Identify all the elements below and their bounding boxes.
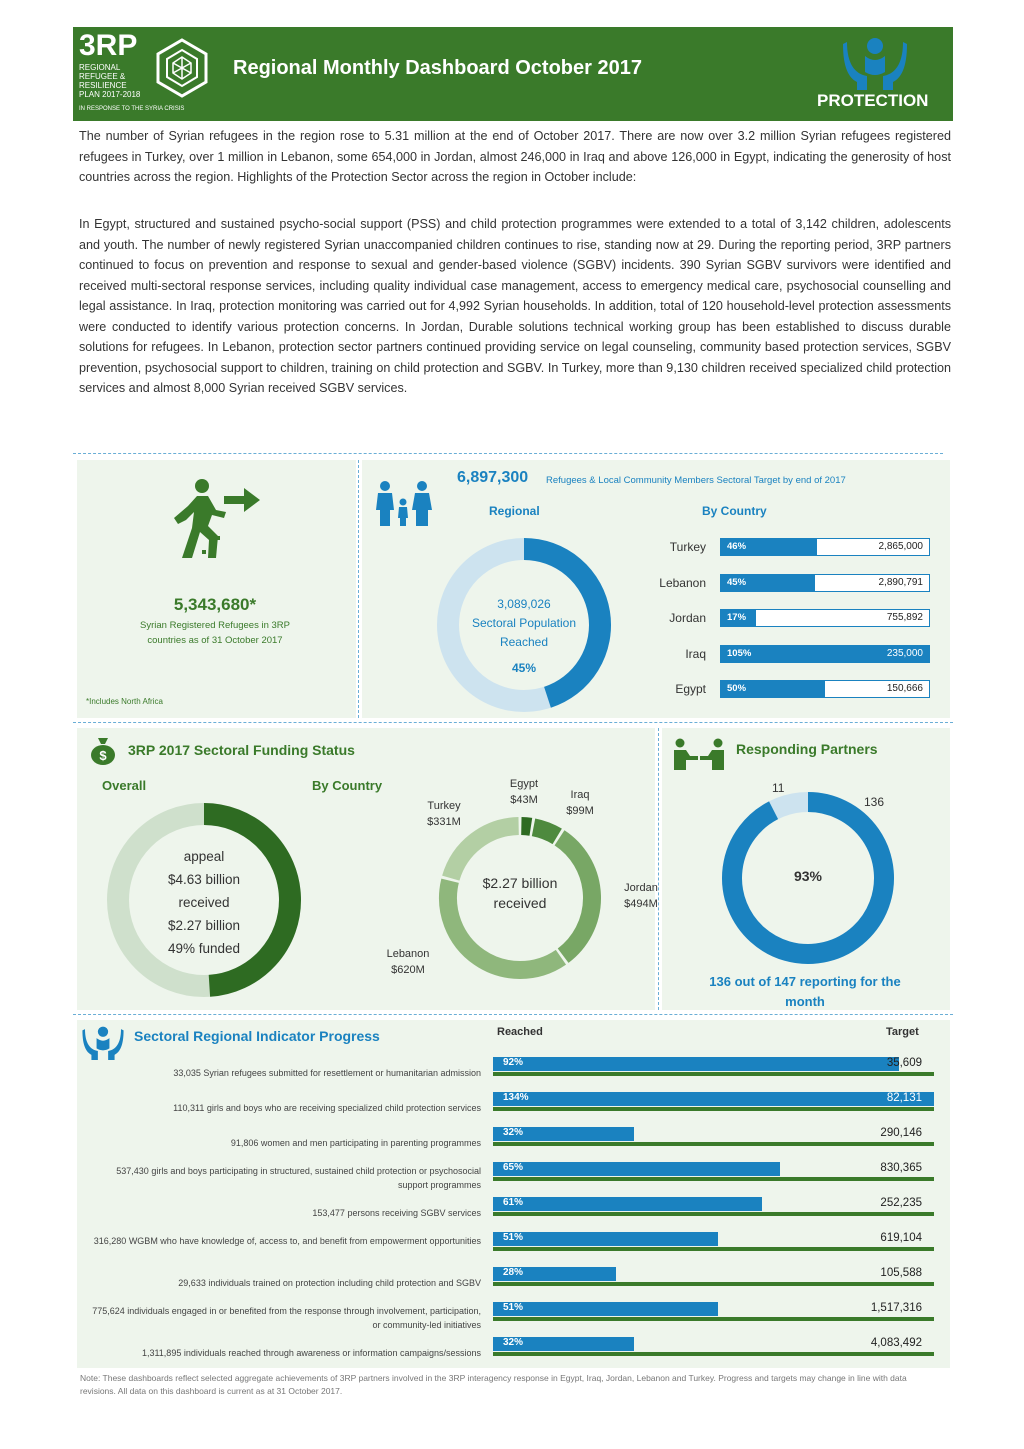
handshake-icon (672, 738, 726, 770)
indicator-target-line (493, 1177, 934, 1181)
indicator-target: 252,235 (880, 1197, 922, 1209)
reach-donut-center (454, 595, 594, 678)
target-header: Target (886, 1026, 919, 1038)
partners-caption: 136 out of 147 reporting for the month (709, 974, 901, 1009)
reached-header: Reached (497, 1026, 543, 1038)
country-name: Egypt (675, 682, 706, 696)
indicator-percent: 28% (503, 1267, 524, 1278)
country-target-bar (720, 574, 930, 592)
indicator-target-line (493, 1317, 934, 1321)
indicator-target-line (493, 1107, 934, 1111)
country-reached-percent: 105% (727, 647, 752, 659)
label-iraq-value: $99M (566, 805, 594, 817)
protection-indicator-icon (82, 1024, 124, 1060)
target-value: 6,897,300 (457, 469, 529, 486)
country-target-bar (720, 609, 930, 627)
divider-line (73, 722, 953, 723)
regional-label: Regional (489, 504, 540, 518)
indicator-target: 830,365 (880, 1162, 922, 1174)
logo-subtitle: REGIONAL REFUGEE & RESILIENCE PLAN 2017-2018 (79, 63, 141, 99)
indicator-reached-fill (493, 1092, 934, 1106)
country-target-value: 2,890,791 (878, 576, 923, 588)
indicator-percent: 51% (503, 1232, 524, 1243)
indicator-target: 619,104 (880, 1232, 922, 1244)
indicator-target-line (493, 1142, 934, 1146)
country-reached-percent: 46% (727, 541, 747, 552)
indicator-bar (493, 1162, 934, 1181)
divider-line (658, 728, 659, 1010)
received-label: received (178, 895, 230, 910)
indicator-label: 29,633 individuals trained on protection including child protection and SGBV (178, 1278, 481, 1288)
indicator-bar (493, 1267, 934, 1286)
3rp-emblem-icon (151, 37, 213, 99)
indicator-label: 537,430 girls and boys participating in structured, sustained child protection or psychosocial support programmes (116, 1166, 481, 1190)
overall-funding-center (134, 845, 274, 960)
money-bag-icon (89, 736, 117, 766)
indicator-target-line (493, 1247, 934, 1251)
label-lebanon-value: $620M (391, 964, 425, 976)
label-turkey-funding (416, 798, 472, 830)
label-egypt-funding (496, 776, 552, 808)
walking-refugee-icon (164, 478, 262, 562)
indicator-label: 110,311 girls and boys who are receiving specialized child protection services (173, 1103, 481, 1113)
logo-tagline: IN RESPONSE TO THE SYRIA CRISIS (79, 106, 185, 112)
indicator-target: 1,517,316 (870, 1302, 922, 1314)
center-received-value: $2.27 billion (482, 875, 558, 891)
label-turkey-name: Turkey (427, 800, 461, 812)
country-funding-center (460, 873, 580, 913)
indicator-label: 153,477 persons receiving SGBV services (312, 1208, 481, 1218)
indicator-percent: 65% (503, 1162, 524, 1173)
country-target-bar (720, 680, 930, 698)
country-reached-percent: 17% (727, 612, 747, 623)
indicator-target: 4,083,492 (870, 1337, 922, 1349)
indicators-title: Sectoral Regional Indicator Progress (134, 1028, 380, 1044)
reach-text-1: Sectoral Population (471, 616, 577, 630)
indicator-target: 105,588 (880, 1267, 922, 1279)
indicator-bar (493, 1302, 934, 1321)
center-received-label: received (493, 895, 547, 911)
indicator-target-line (493, 1072, 934, 1076)
indicator-percent: 92% (503, 1057, 524, 1068)
label-egypt-value: $43M (510, 794, 538, 806)
indicator-target: 290,146 (880, 1127, 922, 1139)
indicator-label: 33,035 Syrian refugees submitted for resettlement or humanitarian admission (173, 1068, 481, 1078)
header-banner (73, 27, 953, 121)
reach-value: 3,089,026 (497, 597, 551, 611)
country-name: Iraq (685, 646, 706, 661)
indicator-percent: 51% (503, 1302, 524, 1313)
country-target-value: 2,865,000 (878, 541, 923, 552)
indicator-reached-fill (493, 1057, 899, 1071)
indicator-percent: 32% (503, 1337, 524, 1348)
indicator-reached-fill (493, 1302, 718, 1316)
indicator-label: 316,280 WGBM who have knowledge of, access to, and benefit from empowerment opportunities (93, 1236, 481, 1246)
country-reached-percent: 50% (727, 683, 747, 694)
family-icon (372, 480, 436, 528)
country-name: Turkey (669, 540, 706, 554)
indicator-percent: 32% (503, 1127, 524, 1138)
indicator-bar (493, 1337, 934, 1356)
reporting-count: 136 (864, 795, 885, 809)
target-label: Refugees & Local Community Members Sectoral Target by end of 2017 (546, 475, 846, 486)
indicator-target-line (493, 1282, 934, 1286)
label-iraq-funding (552, 787, 608, 819)
country-name: Jordan (669, 611, 706, 625)
funding-slice-iraq (534, 827, 558, 836)
label-iraq-name: Iraq (570, 789, 590, 801)
label-jordan-funding (613, 880, 669, 912)
footnote: *Includes North Africa (86, 697, 163, 706)
refugee-count-label: Syrian Registered Refugees in 3RP countries as of 31 October 2017 (140, 620, 290, 646)
indicator-bar (493, 1197, 934, 1216)
indicator-label: 1,311,895 individuals reached through awareness or information campaigns/sessions (141, 1348, 481, 1358)
label-jordan-name: Jordan (624, 882, 658, 894)
label-turkey-value: $331M (427, 816, 461, 828)
label-jordan-value: $494M (624, 898, 658, 910)
indicator-bar (493, 1232, 934, 1251)
indicator-target-line (493, 1212, 934, 1216)
country-target-value: 235,000 (886, 647, 923, 659)
reach-text-2: Reached (499, 635, 549, 649)
funding-title: 3RP 2017 Sectoral Funding Status (128, 742, 355, 758)
label-lebanon-funding (380, 946, 436, 978)
indicator-reached-fill (493, 1162, 780, 1176)
indicator-reached-fill (493, 1197, 762, 1211)
refugee-count: 5,343,680* (173, 595, 257, 614)
indicator-target: 82,131 (886, 1092, 922, 1104)
country-reached-percent: 45% (727, 576, 747, 588)
sector-label: PROTECTION (817, 91, 929, 110)
partners-percent: 93% (793, 868, 823, 884)
appeal-label: appeal (183, 849, 225, 864)
indicator-reached-fill (493, 1232, 718, 1246)
country-target-bar (720, 645, 930, 663)
divider-line (73, 1014, 953, 1015)
indicator-target: 35,609 (886, 1057, 922, 1069)
indicator-label: 91,806 women and men participating in parenting programmes (230, 1138, 481, 1148)
overall-label: Overall (102, 778, 147, 793)
not-reporting-count: 11 (772, 781, 785, 795)
received-value: $2.27 billion (167, 918, 241, 933)
appeal-value: $4.63 billion (167, 872, 241, 887)
reach-percent: 45% (511, 661, 537, 675)
indicator-bar (493, 1127, 934, 1146)
indicator-target-line (493, 1352, 934, 1356)
country-name: Lebanon (659, 575, 706, 590)
indicator-label: 775,624 individuals engaged in or benefited from the response through involvement, participation, or community-led initiatives (92, 1306, 481, 1330)
svg-text:$: $ (99, 748, 107, 763)
label-egypt-name: Egypt (509, 778, 539, 790)
indicator-bar (493, 1092, 934, 1111)
by-country-label: By Country (702, 504, 767, 518)
indicator-bar (493, 1057, 934, 1076)
funding-slice-egypt (521, 826, 531, 827)
indicator-percent: 134% (503, 1092, 529, 1103)
page-title: Regional Monthly Dashboard October 2017 (233, 57, 642, 79)
intro-paragraph-2: In Egypt, structured and sustained psycho-social support (PSS) and child protection programmes were extended to a total of 3,142 children, adolescents and youth. The number of newly registered Syrian unaccompanied children continues to rise, standing now at 29. During the reporting period, 3RP partners continued to focus on prevention and response to sexual and gender-based violence (SGBV) incidents. 390 Syrian SGBV survivors were identified and received multi-sectoral response services, including quality individual case management, access to emergency medical care, psychosocial counselling and legal assistance. In Iraq, protection monitoring was carried out for 4,992 Syrian households. In addition, total of 120 household-level protection assessments were conducted to identify various protection concerns. In Jordan, Durable solutions technical working group has been established to discuss durable solutions for refugees. In Lebanon, protection sector partners continued providing service on legal counseling, community based protection services, SGBV prevention, psychosocial support to children, training on child protection and SGBV. In Turkey, more than 9,130 children received specialized child protection services and almost 8,000 Syrian received SGBV services. (79, 217, 951, 395)
logo-3rp-text: 3RP (79, 29, 138, 62)
funding-slice-turkey (451, 826, 519, 878)
footer-note: Note: These dashboards reflect selected aggregate achievements of 3RP partners involved in the 3RP interagency response in Egypt, Iraq, Jordan, Lebanon and Turkey. Progress and targets may change in line with data revisions. All data on this dashboard is current as at 31 October 2017. (80, 1373, 907, 1396)
divider-line (358, 460, 359, 718)
partners-title: Responding Partners (736, 741, 878, 757)
intro-paragraph-1: The number of Syrian refugees in the region rose to 5.31 million at the end of October 2017. There are now over 3.2 million Syrian refugees registered refugees in Turkey, over 1 million in Lebanon, some 654,000 in Jordan, almost 246,000 in Iraq and above 126,000 in Egypt, indicating the generosity of host countries across the region. Highlights of the Protection Sector across the region in October include: (79, 129, 951, 184)
country-target-value: 755,892 (886, 612, 923, 623)
funding-by-country-label: By Country (312, 778, 383, 793)
country-target-bar (720, 538, 930, 556)
funded-percent: 49% funded (167, 941, 241, 956)
protection-hands-icon (843, 34, 907, 90)
label-lebanon-name: Lebanon (386, 948, 430, 960)
country-target-value: 150,666 (886, 683, 923, 694)
indicator-percent: 61% (503, 1197, 524, 1208)
divider-line (73, 453, 943, 454)
